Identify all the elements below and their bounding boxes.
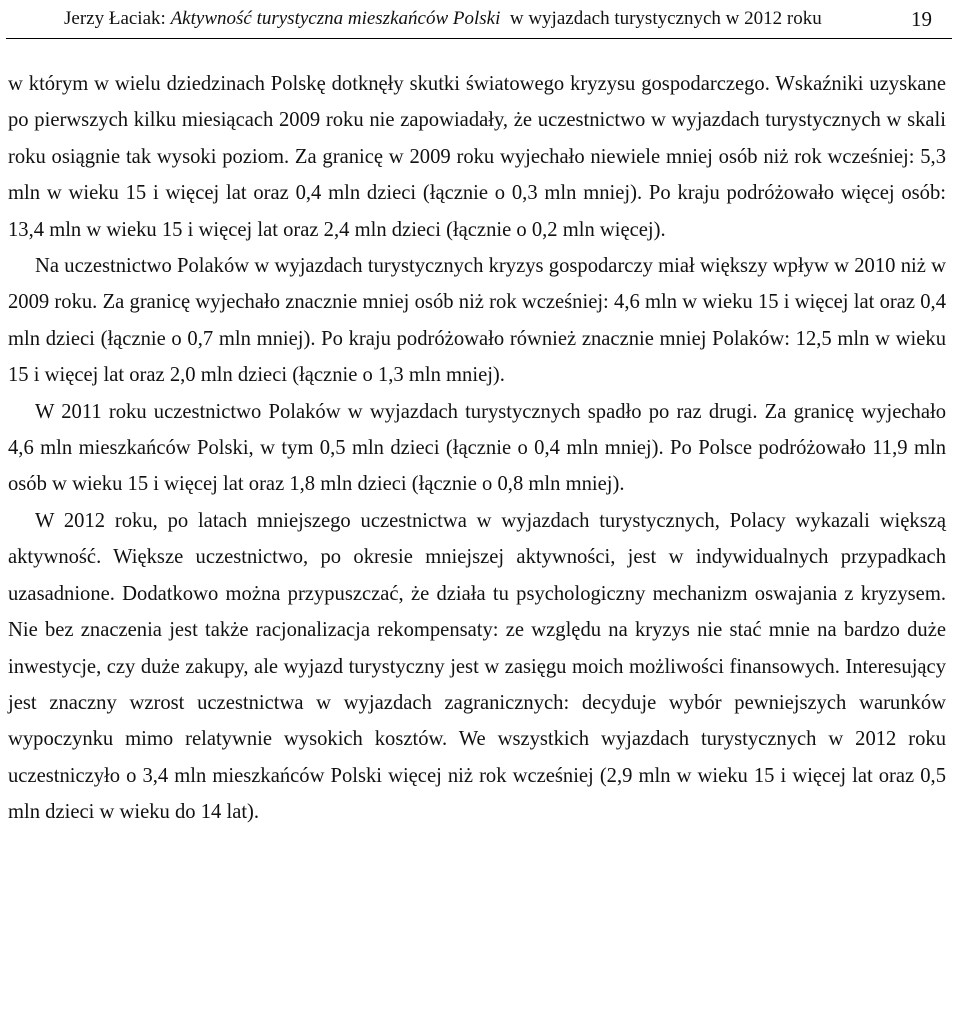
header-title: Aktywność turystyczna mieszkańców Polski: [170, 8, 501, 29]
running-header: [64, 4, 944, 34]
paragraph-4: W 2012 roku, po latach mniejszego uczestnictwa w wyjazdach turystycznych, Polacy wykazali większą aktywność. Większe uczestnictwo, po okresie mniejszej aktywności, jest w indywidualnych przypadkach uzasadnione. Dodatkowo można przypuszczać, że działa tu psychologiczny mechanizm oswajania z kryzysem. Nie bez znaczenia jest także racjonalizacja rekompensaty: ze względu na kryzys nie stać mnie na bardzo duże inwestycje, czy duże zakupy, ale wyjazd turystyczny jest w zasięgu moich możliwości finansowych. Interesujący jest znaczny wzrost uczestnictwa w wyjazdach zagranicznych: decyduje wybór pewniejszych warunków wypoczynku mimo relatywnie wysokich kosztów. We wszystkich wyjazdach turystycznych w 2012 roku uczestniczyło o 3,4 mln mieszkańców Polski więcej niż rok wcześniej (2,9 mln w wieku 15 i więcej lat oraz 0,5 mln dzieci w wieku do 14 lat).: [8, 509, 946, 824]
header-subtitle: w wyjazdach turystycznych w 2012 roku: [500, 8, 822, 29]
header-author: Jerzy Łaciak:: [64, 8, 171, 29]
paragraph-3: W 2011 roku uczestnictwo Polaków w wyjazdach turystycznych spadło po raz drugi. Za granicę wyjechało 4,6 mln mieszkańców Polski, w tym 0,5 mln dzieci (łącznie o 0,4 mln mniej). Po Polsce podróżowało 11,9 mln osób w wieku 15 i więcej lat oraz 1,8 mln dzieci (łącznie o 0,8 mln mniej).: [8, 400, 946, 496]
page-number: 19: [911, 7, 932, 31]
body-text: [8, 66, 946, 831]
paragraph-2: Na uczestnictwo Polaków w wyjazdach turystycznych kryzys gospodarczy miał większy wpływ w 2010 niż w 2009 roku. Za granicę wyjechało znacznie mniej osób niż rok wcześniej: 4,6 mln w wieku 15 i więcej lat oraz 0,4 mln dzieci (łącznie o 0,7 mln mniej). Po kraju podróżowało również znacznie mniej Polaków: 12,5 mln w wieku 15 i więcej lat oraz 2,0 mln dzieci (łącznie o 1,3 mln mniej).: [8, 255, 946, 387]
paragraph-1: w którym w wielu dziedzinach Polskę dotknęły skutki światowego kryzysu gospodarczego. Wskaźniki uzyskane po pierwszych kilku miesiącach 2009 roku nie zapowiadały, że uczestnictwo w wyjazdach turystycznych w skali roku osiągnie tak wysoki poziom. Za granicę w 2009 roku wyjechało niewiele mniej osób niż rok wcześniej: 5,3 mln w wieku 15 i więcej lat oraz 0,4 mln dzieci (łącznie o 0,3 mln mniej). Po kraju podróżowało więcej osób: 13,4 mln w wieku 15 i więcej lat oraz 2,4 mln dzieci (łącznie o 0,2 mln więcej).: [8, 73, 946, 241]
header-divider: [6, 38, 952, 39]
